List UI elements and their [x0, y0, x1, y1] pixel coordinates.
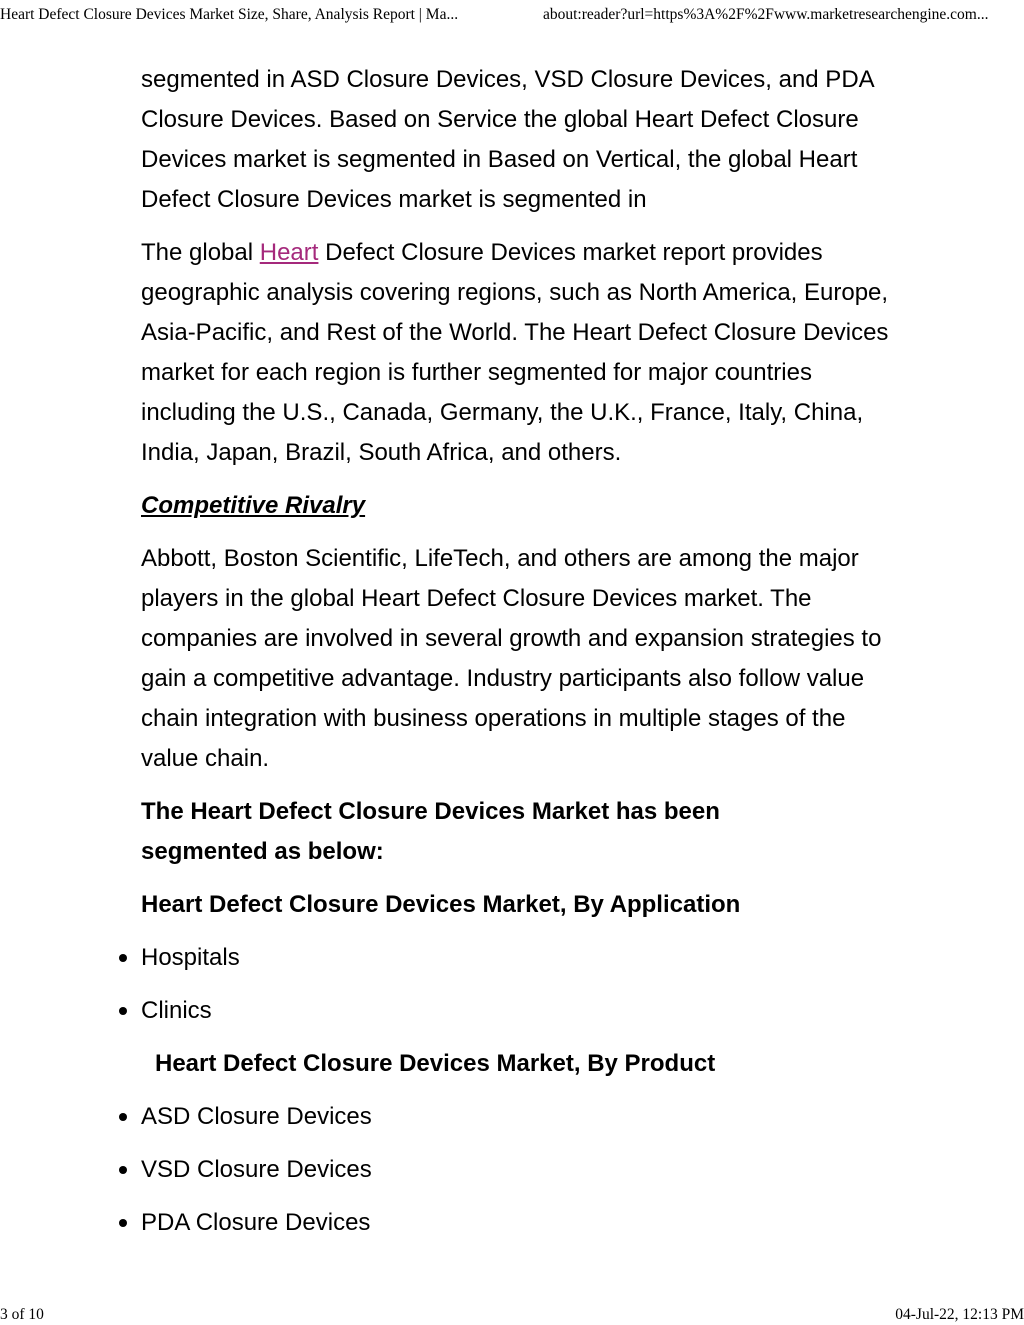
- list-item-vsd: VSD Closure Devices: [141, 1150, 901, 1190]
- page-number: 3 of 10: [0, 1306, 44, 1323]
- paragraph-geographic: [141, 233, 901, 473]
- paragraph-geographic-lead: The global: [141, 239, 260, 266]
- list-item-clinics: Clinics: [141, 991, 901, 1031]
- heading-by-product: Heart Defect Closure Devices Market, By Product: [155, 1050, 716, 1077]
- paragraph-segmentation: segmented in ASD Closure Devices, VSD Closure Devices, and PDA Closure Devices. Based on Service the global Heart Defect Closure Devices market is segmented in Based on Vertical, the global Heart Defect Closure Devices market is segmented in: [141, 66, 874, 213]
- product-list: [141, 1097, 901, 1243]
- page-title: Heart Defect Closure Devices Market Size, Share, Analysis Report | Ma...: [0, 6, 459, 23]
- paragraph-geographic-rest: Defect Closure Devices market report provides geographic analysis covering regions, such as North America, Europe, Asia-Pacific, and Rest of the World. The Heart Defect Closure Devices market for each region is further segmented for major countries including the U.S., Canada, Germany, the U.K., France, Italy, China, India, Japan, Brazil, South Africa, and others.: [141, 239, 889, 466]
- list-item-pda: PDA Closure Devices: [141, 1203, 901, 1243]
- heading-by-application: Heart Defect Closure Devices Market, By Application: [141, 891, 741, 918]
- page-url: about:reader?url=https%3A%2F%2Fwww.marketresearchengine.com...: [543, 6, 989, 23]
- paragraph-rivalry: Abbott, Boston Scientific, LifeTech, and others are among the major players in the global Heart Defect Closure Devices market. The companies are involved in several growth and expansion strategies to gain a competitive advantage. Industry participants also follow value chain integration with business operations in multiple stages of the value chain.: [141, 545, 882, 772]
- list-item-asd: ASD Closure Devices: [141, 1097, 901, 1137]
- application-list: [141, 938, 901, 1031]
- heart-link[interactable]: Heart: [259, 239, 319, 266]
- list-item-hospitals: Hospitals: [141, 938, 901, 978]
- heading-competitive-rivalry: Competitive Rivalry: [141, 492, 366, 519]
- print-datetime: 04-Jul-22, 12:13 PM: [895, 1306, 1024, 1323]
- article-body: [141, 60, 901, 1256]
- heading-segmented-as-below: The Heart Defect Closure Devices Market has been segmented as below:: [141, 798, 720, 865]
